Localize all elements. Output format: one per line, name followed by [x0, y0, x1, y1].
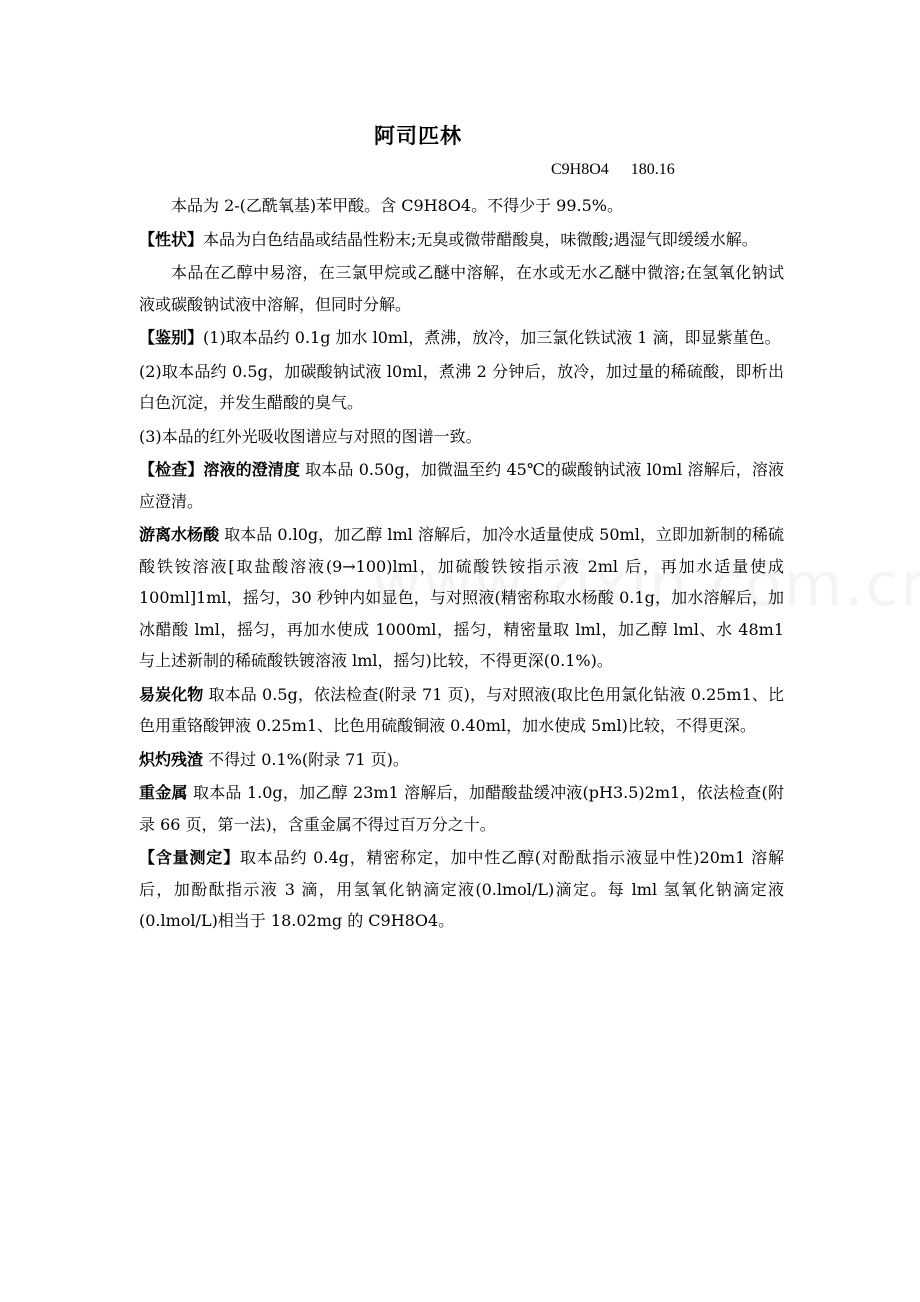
solubility-paragraph: 本品在乙醇中易溶，在三氯甲烷或乙醚中溶解，在水或无水乙醚中微溶;在氢氧化钠试液或碳酸钠试液中溶解，但同时分解。	[139, 263, 784, 314]
identification-paragraph-3: (3)本品的红外光吸收图谱应与对照的图谱一致。	[139, 426, 482, 446]
residue-paragraph	[139, 744, 784, 776]
formula-line	[551, 161, 675, 179]
residue-text: 不得过 0.1%(附录 71 页)。	[203, 749, 409, 769]
carbonizable-text: 取本品 0.5g，依法检查(附录 71 页)，与对照液(取比色用氯化钻液 0.25m1、比色用重铬酸钾液 0.25m1、比色用硫酸铜液 0.40ml，加水使成 5ml)比较，不得更深。	[139, 684, 784, 735]
molecular-weight: 180.16	[630, 161, 675, 178]
check-clarity-paragraph	[139, 454, 784, 517]
carbonizable-heading: 易炭化物	[139, 684, 204, 704]
intro-paragraph: 本品为 2-(乙酰氧基)苯甲酸。含 C9H8O4。不得少于 99.5%。	[171, 196, 624, 215]
identification-paragraph-1	[139, 322, 784, 354]
heavy-metal-heading: 重金属	[139, 783, 188, 802]
salicylic-text: 取本品 0.l0g，加乙醇 lml 溶解后，加冷水适量使成 50ml，立即加新制的稀硫酸铁铵溶液[取盐酸溶液(9→100)lml，加硫酸铁铵指示液 2ml 后，再加水适量使成 100ml]1ml，摇匀，30 秒钟内如显色，与对照液(精密称取水杨酸 0.1g，加水溶解后，加冰醋酸 lml，摇匀，再加水使成 1000ml，摇匀，精密量取 lml，加乙醇 lml、水 48m1 与上述新制的稀硫酸铁镀溶液 lml，摇匀)比较，不得更深(0.1%)。	[139, 525, 784, 670]
properties-text: 本品为白色结晶或结晶性粉末;无臭或微带醋酸臭，味微酸;遇湿气即缓缓水解。	[203, 229, 758, 249]
residue-heading: 炽灼残渣	[139, 749, 204, 769]
molecular-formula: C9H8O4	[551, 161, 609, 178]
heavy-metal-paragraph	[139, 777, 784, 840]
page-title: 阿司匹林	[374, 124, 462, 148]
assay-paragraph	[139, 842, 784, 937]
properties-heading: 【性状】	[139, 229, 204, 249]
properties-paragraph	[139, 224, 784, 256]
assay-text: 取本品约 0.4g，精密称定，加中性乙醇(对酚酞指示液显中性)20m1 溶解后，加酚酞指示液 3 滴，用氢氧化钠滴定液(0.lmol/L)滴定。每 lml 氢氧化钠滴定液(0.lmol/L)相当于 18.02mg 的 C9H8O4。	[139, 848, 784, 930]
salicylic-heading: 游离水杨酸	[139, 525, 220, 544]
salicylic-paragraph	[139, 519, 784, 677]
clarity-heading: 溶液的澄清度	[203, 460, 301, 479]
heavy-metal-text: 取本品 1.0g，加乙醇 23m1 溶解后，加醋酸盐缓冲液(pH3.5)2m1，依法检查(附录 66 页，第一法)，含重金属不得过百万分之十。	[139, 783, 784, 834]
identification-paragraph-2: (2)取本品约 0.5g，加碳酸钠试液 l0ml，煮沸 2 分钟后，放冷，加过量的稀硫酸，即析出白色沉淀，并发生醋酸的臭气。	[139, 361, 784, 412]
check-heading: 【检查】	[139, 460, 204, 479]
carbonizable-paragraph	[139, 679, 784, 742]
clarity-text: 取本品 0.50g，加微温至约 45℃的碳酸钠试液 l0ml 溶解后，溶液应澄清。	[139, 460, 784, 511]
assay-heading: 【含量测定】	[139, 848, 240, 867]
identification-text-1: (1)取本品约 0.1g 加水 l0ml，煮沸，放冷，加三氯化铁试液 1 滴，即显紫堇色。	[203, 328, 781, 347]
identification-heading: 【鉴别】	[139, 328, 204, 347]
document-body	[139, 190, 784, 939]
